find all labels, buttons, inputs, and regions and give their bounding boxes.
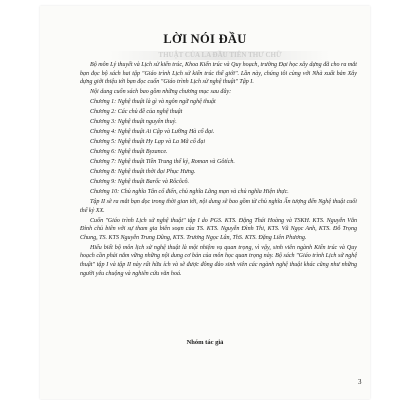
page-number: 3: [358, 378, 362, 386]
chapter-item: Chương 10: Chủ nghĩa Tân cổ điển, chủ nghĩa Lãng mạn và chủ nghĩa Hiện thực.: [90, 189, 289, 196]
chapter-item: Chương 9: Nghệ thuật Barốc và Rôcôcô.: [90, 179, 190, 186]
chapter-item: Chương 7: Nghệ thuật Tiền Trung thế kỷ, Roman và Gôtích.: [90, 159, 235, 166]
chapter-item: Chương 8: Nghệ thuật thời đại Phục Hưng.: [90, 169, 196, 176]
chapter-list: [80, 98, 357, 196]
paragraph: Hiểu biết bộ môn lịch sử nghệ thuật là một nhiệm vụ quan trọng, vì vậy, sinh viên ngành Kiến trúc và Quy hoạch cần phải nắm vững những nội dung cơ bản của môn học quan trọng này. Bộ sách "Giáo trình Lịch sử nghệ thuật" tập I và tập II này rất hữu ích và sẽ được đông đảo sinh viên các ngành nghệ thuật khác cũng như những người yêu chuộng và nghiên cứu văn hoá.: [80, 244, 357, 277]
page-body: [80, 61, 357, 280]
paragraph: Bộ môn Lý thuyết và Lịch sử kiến trúc, Khoa Kiến trúc và Quy hoạch, trường Đại học xây dựng đã cho ra mắt bạn đọc bộ sách hai tập "Giáo trình Lịch sử kiến trúc thế giới". Lần này, chúng tôi cùng với Nhà xuất bản Xây dựng giới thiệu tới bạn đọc cuốn "Giáo trình Lịch sử nghệ thuật" Tập I.: [80, 62, 357, 86]
bleed-through-text: THUẬT CỦA LA ĐẦU TIÊN THƯ CHỮ: [158, 51, 282, 59]
paragraph: Nội dung cuốn sách bao gồm những chương mục sau đây:: [90, 89, 232, 96]
chapter-item: Chương 1: Nghệ thuật là gì và ngôn ngữ nghệ thuật: [90, 99, 216, 106]
chapter-item: Chương 5: Nghệ thuật Hy Lạp và La Mã cổ đại: [90, 139, 206, 146]
paragraph: Tập II sẽ ra mắt bạn đọc trong thời gian tới, nội dung sẽ bao gồm từ chủ nghĩa Ấn tượng đến Nghệ thuật cuối thế kỷ XX.: [80, 199, 357, 214]
chapter-item: Chương 6: Nghệ thuật Byzance.: [90, 149, 168, 156]
bleed-through-band: [110, 51, 330, 60]
book-page: [40, 6, 370, 399]
paragraph: Cuốn "Giáo trình Lịch sử nghệ thuật" tập I do PGS. KTS. Đặng Thái Hoàng và TSKH. KTS. Nguyễn Văn Đỉnh chủ biên với sự tham gia biên soạn của TS. KTS. Nguyễn Đình Thi, KTS. Vũ Ngọc Anh, KTS. Đỗ Trọng Chung, TS. KTS Nguyễn Trung Dũng, KTS. Trương Ngọc Lân, ThS. KTS. Đặng Liên Phương.: [80, 217, 357, 241]
author-signature: Nhóm tác giả: [186, 339, 224, 346]
chapter-item: Chương 2: Các chủ đề của nghệ thuật: [90, 109, 183, 116]
page-title: LỜI NÓI ĐẦU: [163, 32, 247, 46]
chapter-item: Chương 3: Nghệ thuật nguyên thuỷ.: [90, 119, 177, 126]
chapter-item: Chương 4: Nghệ thuật Ai Cập và Lưỡng Hà cổ đại.: [90, 129, 215, 136]
